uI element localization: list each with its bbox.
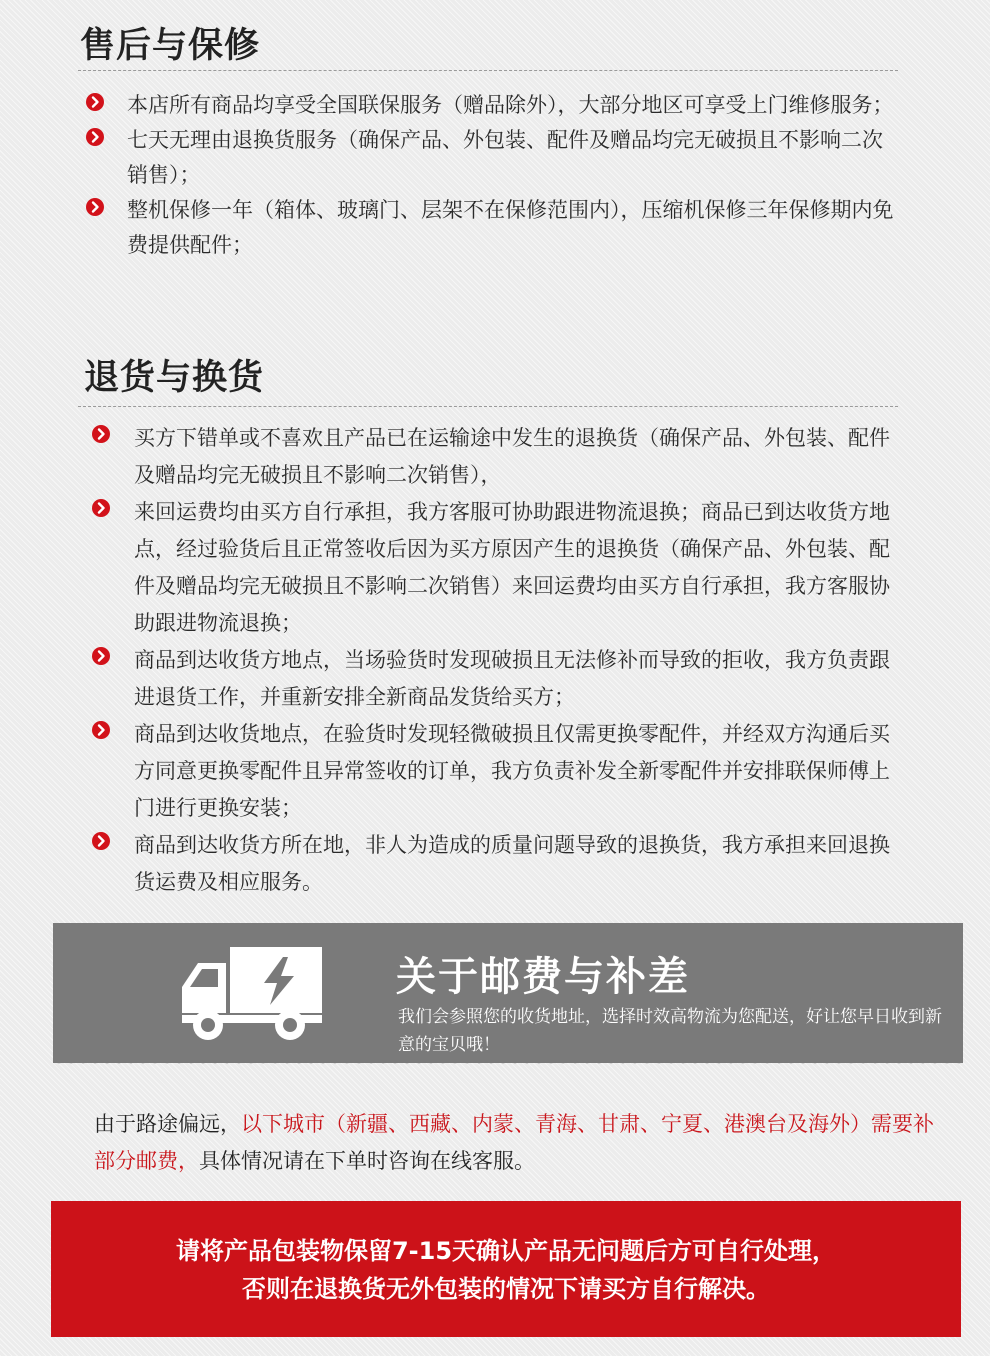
list-item [86,123,898,193]
list-item [92,642,898,716]
shipping-banner [53,923,963,1063]
chevron-right-icon [86,93,104,111]
returns-title: 退货与换货 [84,358,265,398]
fee-notice-intro: 由于路途偏远， [94,1112,241,1136]
list-item-text: 整机保修一年（箱体、玻璃门、层架不在保修范围内），压缩机保修三年保修期内免费提供配件； [127,198,894,257]
list-item-text: 买方下错单或不喜欢且产品已在运输途中发生的退换货（确保产品、外包装、配件及赠品均完无破损且不影响二次销售）， [134,426,890,487]
warning-line-2: 否则在退换货无外包装的情况下请买方自行解决。 [242,1275,770,1303]
list-item [92,494,898,642]
returns-divider [78,406,898,407]
list-item [92,716,898,827]
chevron-right-icon [92,425,110,443]
after-sales-list [86,88,898,263]
fee-notice-cities: 以下城市（新疆、西藏、内蒙、青海、甘肃、宁夏、港澳台及海外）需要补部分邮费， [94,1112,934,1173]
list-item [92,827,898,901]
fee-notice-contact: 具体情况请在下单时咨询在线客服。 [199,1149,535,1173]
chevron-right-icon [92,499,110,517]
list-item-text: 七天无理由退换货服务（确保产品、外包装、配件及赠品均完无破损且不影响二次销售）； [127,128,883,187]
list-item-text: 商品到达收货方地点，当场验货时发现破损且无法修补而导致的拒收，我方负责跟进退货工作，并重新安排全新商品发货给买方； [134,648,890,709]
list-item [86,88,898,123]
list-item-text: 商品到达收货地点，在验货时发现轻微破损且仅需更换零配件，并经双方沟通后买方同意更换零配件且异常签收的订单，我方负责补发全新零配件并安排联保师傅上门进行更换安装； [134,722,890,820]
chevron-right-icon [86,128,104,146]
chevron-right-icon [92,647,110,665]
chevron-right-icon [92,721,110,739]
list-item-text: 本店所有商品均享受全国联保服务（赠品除外），大部分地区可享受上门维修服务； [127,93,894,117]
after-sales-title: 售后与保修 [80,26,261,66]
chevron-right-icon [92,832,110,850]
list-item [92,420,898,494]
list-item-text: 商品到达收货方所在地，非人为造成的质量问题导致的退换货，我方承担来回退换货运费及相应服务。 [134,833,890,894]
scalloped-edge [53,1057,963,1069]
chevron-right-icon [86,198,104,216]
list-item [86,193,898,263]
returns-list [92,420,898,901]
truck-icon [178,943,328,1043]
after-sales-divider [78,70,898,71]
list-item-text: 来回运费均由买方自行承担，我方客服可协助跟进物流退换；商品已到达收货方地点，经过验货后且正常签收后因为买方原因产生的退换货（确保产品、外包装、配件及赠品均完无破损且不影响二次销售）来回运费均由买方自行承担，我方客服协助跟进物流退换； [134,500,890,635]
packaging-warning-box [51,1201,961,1337]
shipping-title: 关于邮费与补差 [396,954,690,1000]
warning-line-1: 请将产品包装物保留7-15天确认产品无问题后方可自行处理， [175,1237,837,1265]
remote-fee-notice [94,1106,954,1180]
shipping-description: 我们会参照您的收货地址，选择时效高物流为您配送，好让您早日收到新意的宝贝哦！ [398,1007,942,1055]
